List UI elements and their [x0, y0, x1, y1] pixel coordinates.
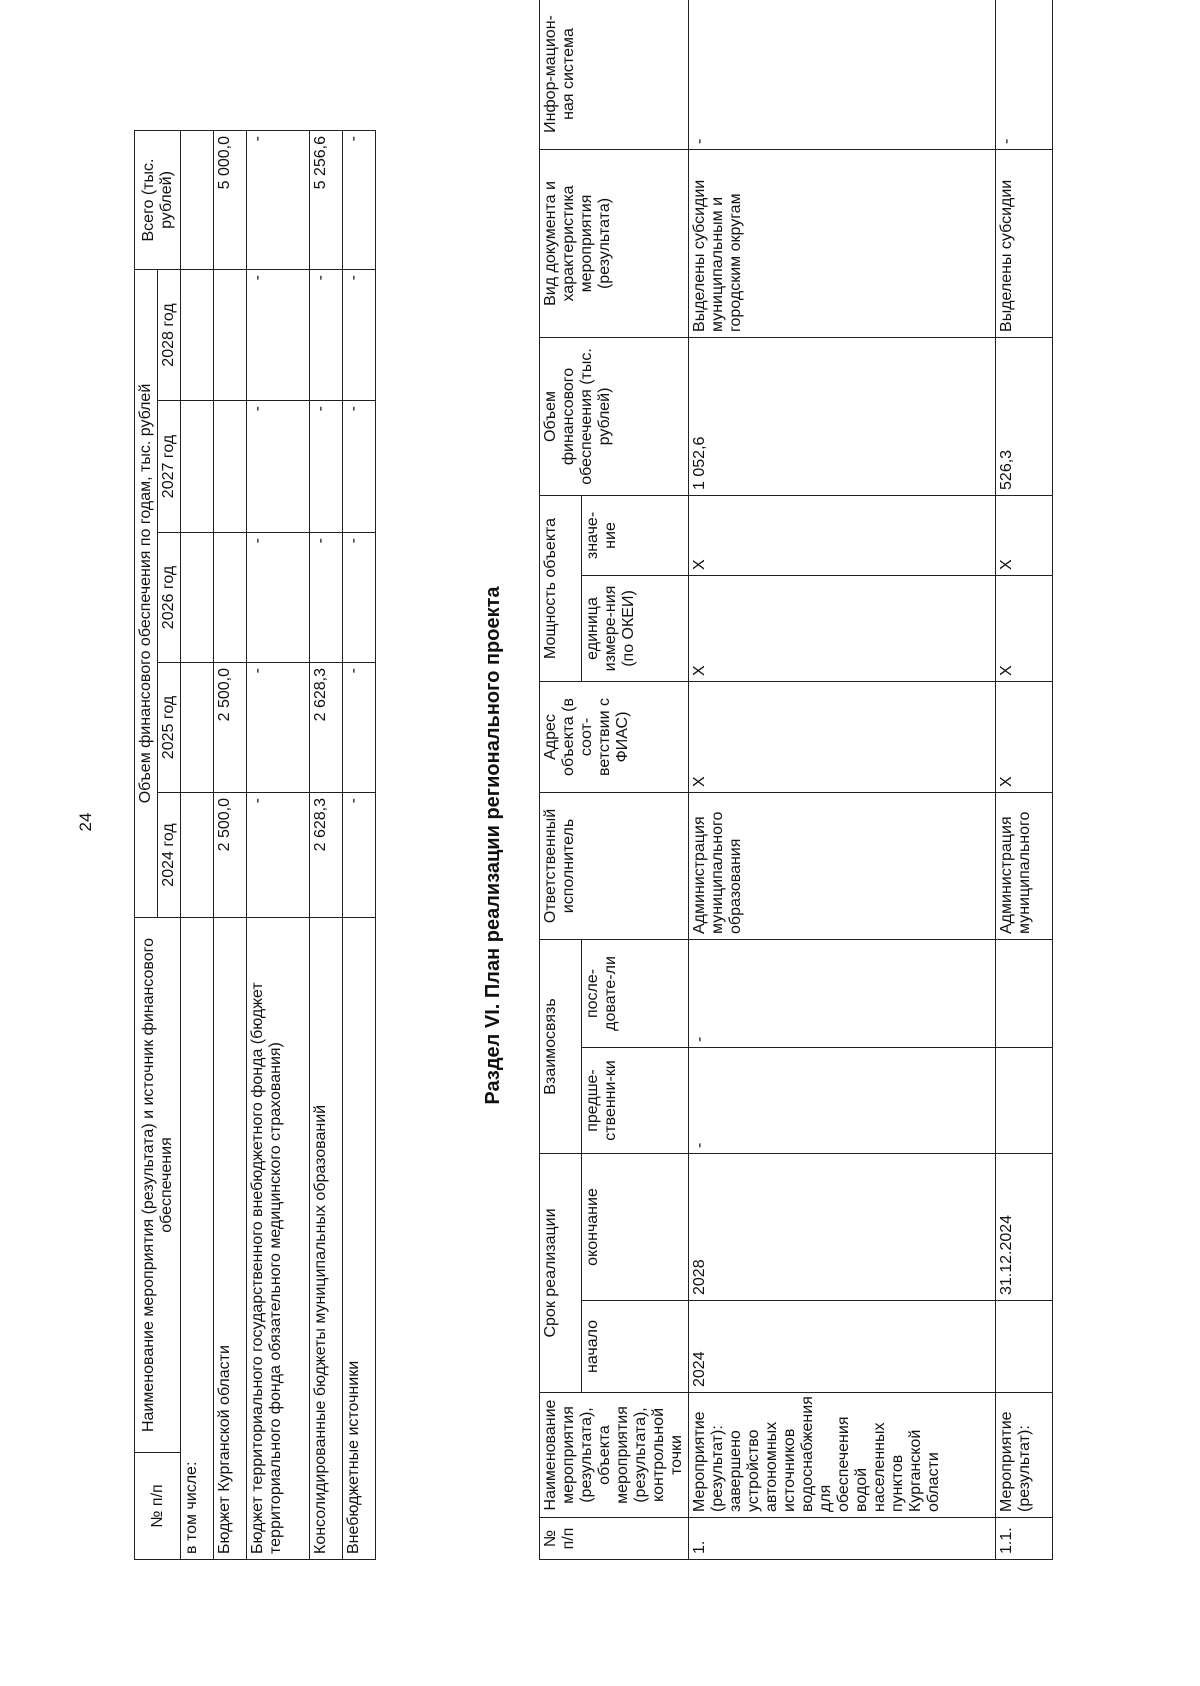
cell-2024: - [343, 793, 376, 918]
table-row [996, 0, 1053, 1560]
table-row [247, 131, 310, 1560]
cell-total: - [247, 131, 310, 270]
cell-fin: 1 052,6 [689, 337, 996, 495]
cell-succ [996, 939, 1053, 1047]
cell-2024: 2 500,0 [214, 793, 247, 918]
cell-doc: Выделены субсидии [996, 149, 1053, 337]
cell-2028: - [343, 270, 376, 401]
header-years-group: Объем финансового обеспечения по годам, тыс. рублей [135, 270, 158, 918]
row-name: в том числе: [181, 918, 214, 1560]
table-row [214, 131, 247, 1560]
cell-total: 5 256,6 [310, 131, 343, 270]
plan-header-term: Срок реализации [540, 1153, 582, 1392]
header-2026: 2026 год [158, 533, 181, 663]
cell-name: Мероприятие (результат): завершено устройство автономных источников водоснабжения для обеспечения водой населенных пунктов Курганской области [689, 1393, 996, 1518]
plan-header-link: Взаимосвязь [540, 939, 582, 1153]
plan-header-doc: Вид документа и характеристика мероприятия (результата) [540, 149, 689, 337]
cell-2026: - [247, 533, 310, 663]
plan-header-addr: Адрес объекта (в соот-ветствии с ФИАС) [540, 681, 689, 792]
row-name: Внебюджетные источники [343, 918, 376, 1560]
cell-resp: Администрация муниципального [996, 792, 1053, 939]
cell-total [181, 131, 214, 270]
plan-header-pred: предше-ственни-ки [581, 1047, 688, 1153]
cell-2025: 2 500,0 [214, 663, 247, 793]
cell-end: 31.12.2024 [996, 1153, 1053, 1300]
cell-2027: - [343, 401, 376, 533]
table-row [181, 131, 214, 1560]
cell-start [996, 1301, 1053, 1393]
plan-header-resp: Ответственный исполнитель [540, 792, 689, 939]
plan-header-start: начало [581, 1301, 688, 1393]
cell-unit: Х [689, 575, 996, 681]
cell-2027 [181, 401, 214, 533]
cell-num: 1. [689, 1518, 996, 1560]
cell-resp: Администрация муниципального образования [689, 792, 996, 939]
table-row [689, 0, 996, 1560]
header-num: № п/п [135, 1453, 181, 1560]
plan-header-info: Инфор-мацион-ная система [540, 0, 689, 149]
cell-2028 [181, 270, 214, 401]
implementation-plan-table [539, 0, 1053, 1560]
plan-header-succ: после-довате-ли [581, 939, 688, 1047]
cell-unit: Х [996, 575, 1053, 681]
cell-succ: - [689, 939, 996, 1047]
financing-table [134, 130, 376, 1560]
cell-pred: - [689, 1047, 996, 1153]
table-row [343, 131, 376, 1560]
cell-2025 [181, 663, 214, 793]
cell-2026 [181, 533, 214, 663]
cell-2024 [181, 793, 214, 918]
header-total: Всего (тыс. рублей) [135, 131, 181, 270]
cell-2026: - [310, 533, 343, 663]
cell-doc: Выделены субсидии муниципальным и городским округам [689, 149, 996, 337]
cell-end: 2028 [689, 1153, 996, 1300]
cell-total: - [343, 131, 376, 270]
cell-2024: 2 628,3 [310, 793, 343, 918]
row-name: Консолидированные бюджеты муниципальных образований [310, 918, 343, 1560]
cell-value: Х [689, 495, 996, 575]
plan-header-end: окончание [581, 1153, 688, 1300]
cell-addr: Х [689, 681, 996, 792]
table-row [310, 131, 343, 1560]
cell-2026 [214, 533, 247, 663]
cell-fin: 526,3 [996, 337, 1053, 495]
cell-name: Мероприятие (результат): [996, 1393, 1053, 1518]
cell-start: 2024 [689, 1301, 996, 1393]
cell-2024: - [247, 793, 310, 918]
header-2027: 2027 год [158, 401, 181, 533]
header-2024: 2024 год [158, 793, 181, 918]
header-2028: 2028 год [158, 270, 181, 401]
row-name: Бюджет территориального государственного внебюджетного фонда (бюджет территориального фонда обязательного медицинского страхования) [247, 918, 310, 1560]
plan-header-fin: Объем финансового обеспечения (тыс. рублей) [540, 337, 689, 495]
plan-header-name: Наименование мероприятия (результата), объекта мероприятия (результата), контрольной точки [540, 1393, 689, 1518]
cell-2025: - [343, 663, 376, 793]
cell-2028: - [247, 270, 310, 401]
cell-2025: - [247, 663, 310, 793]
cell-2028 [214, 270, 247, 401]
header-2025: 2025 год [158, 663, 181, 793]
cell-pred [996, 1047, 1053, 1153]
cell-2025: 2 628,3 [310, 663, 343, 793]
cell-info: - [689, 0, 996, 149]
cell-value: Х [996, 495, 1053, 575]
plan-header-num: № п/п [540, 1518, 689, 1560]
cell-2028: - [310, 270, 343, 401]
cell-2027: - [310, 401, 343, 533]
cell-2027 [214, 401, 247, 533]
section-heading: Раздел VI. План реализации регионального проекта [482, 586, 504, 1105]
plan-header-value: значе-ние [581, 495, 688, 575]
cell-total: 5 000,0 [214, 131, 247, 270]
page-number: 24 [76, 812, 95, 832]
rotated-page-content [134, 0, 1165, 1560]
header-name: Наименование мероприятия (результата) и источник финансового обеспечения [135, 918, 181, 1453]
cell-info: - [996, 0, 1053, 149]
cell-addr: Х [996, 681, 1053, 792]
plan-header-power: Мощность объекта [540, 495, 582, 681]
cell-num: 1.1. [996, 1518, 1053, 1560]
cell-2026: - [343, 533, 376, 663]
plan-header-unit: единица измере-ния (по ОКЕИ) [581, 575, 688, 681]
cell-2027: - [247, 401, 310, 533]
row-name: Бюджет Курганской области [214, 918, 247, 1560]
